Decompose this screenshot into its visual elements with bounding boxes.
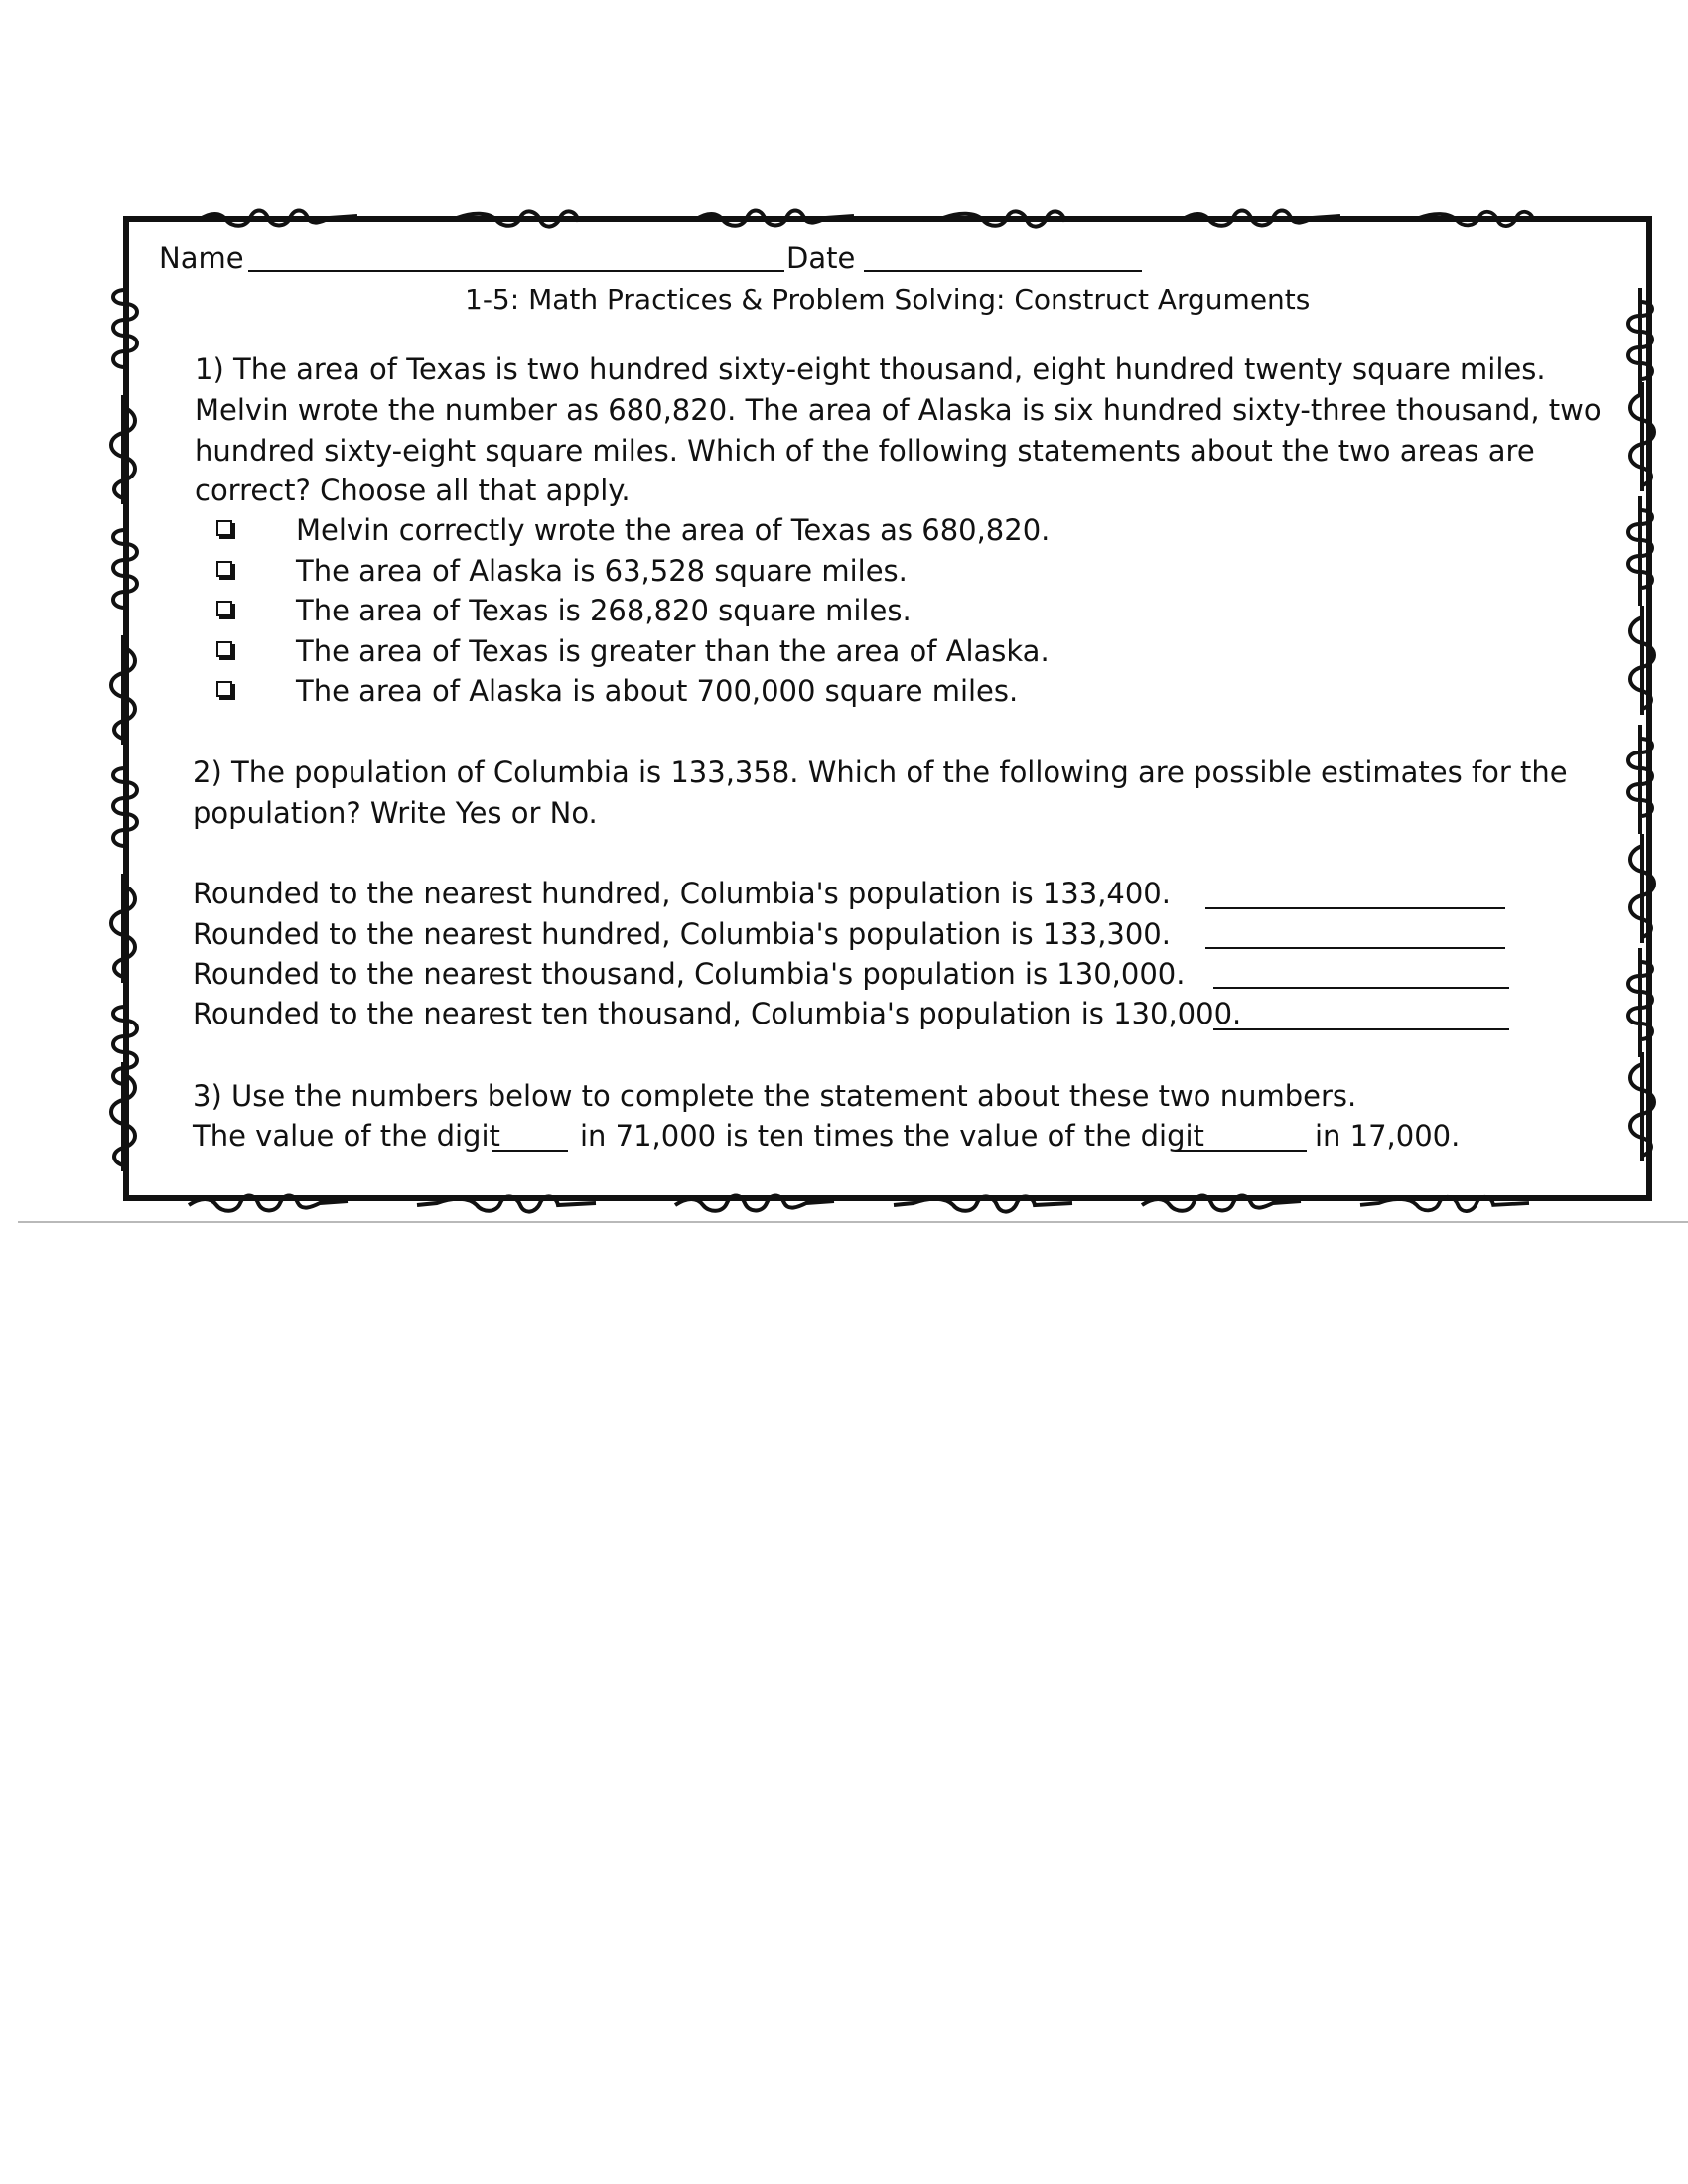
q1-text-line: 1) The area of Texas is two hundred sixty-eight thousand, eight hundred twenty square miles. (195, 352, 1546, 386)
q3-digit-blank-1[interactable] (492, 1150, 568, 1152)
q3-digit-blank-2[interactable] (1176, 1150, 1307, 1152)
q1-option: The area of Alaska is about 700,000 square miles. (296, 674, 1019, 708)
q2-answer-field[interactable] (1205, 947, 1505, 949)
checkbox-icon[interactable] (216, 641, 232, 657)
q3-text-line: 3) Use the numbers below to complete the statement about these two numbers. (193, 1079, 1357, 1113)
checkbox-icon[interactable] (216, 681, 232, 697)
name-label: Name (159, 241, 244, 275)
q3-part-b: in 71,000 is ten times the value of the digit (580, 1119, 1204, 1153)
q1-option: The area of Texas is greater than the area of Alaska. (296, 634, 1050, 668)
q1-option: Melvin correctly wrote the area of Texas as 680,820. (296, 513, 1051, 547)
q2-answer-field[interactable] (1205, 907, 1505, 909)
checkbox-icon[interactable] (216, 520, 232, 536)
q2-text-line: population? Write Yes or No. (193, 796, 598, 830)
date-label: Date (786, 241, 856, 275)
q2-answer-field[interactable] (1213, 1028, 1509, 1030)
q1-text-line: hundred sixty-eight square miles. Which of the following statements about the two areas are (195, 434, 1535, 468)
q2-item: Rounded to the nearest hundred, Columbia's population is 133,300. (193, 917, 1171, 951)
date-field[interactable] (864, 270, 1142, 272)
q2-item: Rounded to the nearest thousand, Columbia's population is 130,000. (193, 957, 1186, 991)
q2-item: Rounded to the nearest ten thousand, Columbia's population is 130,000. (193, 997, 1242, 1030)
q3-part-a: The value of the digit (193, 1119, 500, 1153)
q2-item: Rounded to the nearest hundred, Columbia's population is 133,400. (193, 877, 1171, 910)
q1-text-line: correct? Choose all that apply. (195, 474, 631, 507)
q2-answer-field[interactable] (1213, 987, 1509, 989)
q1-text-line: Melvin wrote the number as 680,820. The area of Alaska is six hundred sixty-three thousand, two (195, 393, 1602, 427)
checkbox-icon[interactable] (216, 601, 232, 616)
scan-edge-line (18, 1221, 1688, 1223)
q1-option: The area of Texas is 268,820 square miles. (296, 594, 912, 627)
checkbox-icon[interactable] (216, 561, 232, 577)
page-title: 1-5: Math Practices & Problem Solving: Construct Arguments (465, 283, 1311, 316)
q2-text-line: 2) The population of Columbia is 133,358. Which of the following are possible estimates for the (193, 755, 1568, 789)
q1-option: The area of Alaska is 63,528 square miles. (296, 554, 908, 588)
name-field[interactable] (248, 270, 784, 272)
q3-part-c: in 17,000. (1315, 1119, 1461, 1153)
